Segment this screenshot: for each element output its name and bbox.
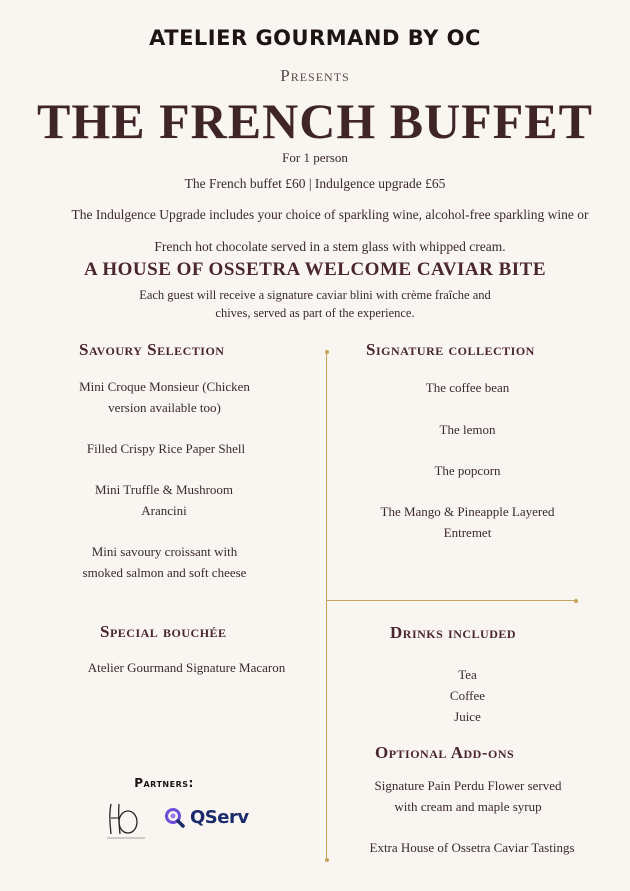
list-item: Mini savoury croissant with smoked salmon and soft cheese [82, 544, 247, 580]
house-of-ossetra-logo [103, 800, 149, 842]
page-title: THE FRENCH BUFFET [37, 93, 593, 149]
list-item: Signature Pain Perdu Flower served with cream and maple syrup [374, 778, 562, 814]
signature-heading: Signature collection [366, 340, 535, 359]
list-item: The Mango & Pineapple Layered Entremet [380, 504, 555, 540]
vertical-divider [326, 352, 327, 860]
partners-heading: Partners: [134, 776, 194, 790]
list-item: The coffee bean [425, 380, 510, 395]
divider-dot [574, 599, 578, 603]
list-item: Atelier Gourmand Signature Macaron [87, 660, 286, 675]
list-item: Coffee [449, 688, 486, 703]
horizontal-divider [326, 600, 576, 601]
list-item: Mini Croque Monsieur (Chicken version available too) [79, 379, 250, 415]
qserv-logo [163, 806, 249, 832]
qserv-magnifier-icon [163, 806, 189, 832]
qserv-logo-text: QServ [190, 807, 249, 828]
addons-heading: Optional Add-ons [375, 743, 515, 762]
list-item: The lemon [439, 422, 496, 437]
drinks-heading: Drinks included [390, 623, 517, 642]
bouchee-heading: Special bouchée [100, 622, 227, 641]
caviar-description: Each guest will receive a signature caviar blini with crème fraîche and chives, served as part of the experience. [139, 288, 491, 321]
list-item: Juice [454, 709, 481, 724]
upgrade-note: The Indulgence Upgrade includes your choice of sparkling wine, alcohol-free sparkling wine or French hot chocolate served in a stem glass with whipped cream. [71, 207, 589, 254]
savoury-heading: Savoury Selection [79, 340, 225, 359]
presents-label: Presents [280, 66, 350, 85]
brand-title: ATELIER GOURMAND BY OC [149, 26, 481, 50]
price-line: The French buffet £60 | Indulgence upgrade £65 [184, 176, 446, 191]
list-item: The popcorn [434, 463, 501, 478]
per-person-label: For 1 person [282, 150, 348, 165]
list-item: Filled Crispy Rice Paper Shell [86, 441, 246, 456]
caviar-heading: A HOUSE OF OSSETRA WELCOME CAVIAR BITE [83, 259, 547, 280]
divider-dot [325, 858, 329, 862]
divider-dot [325, 350, 329, 354]
list-item: Extra House of Ossetra Caviar Tastings [369, 840, 575, 855]
list-item: Tea [458, 667, 477, 682]
list-item: Mini Truffle & Mushroom Arancini [94, 482, 234, 518]
